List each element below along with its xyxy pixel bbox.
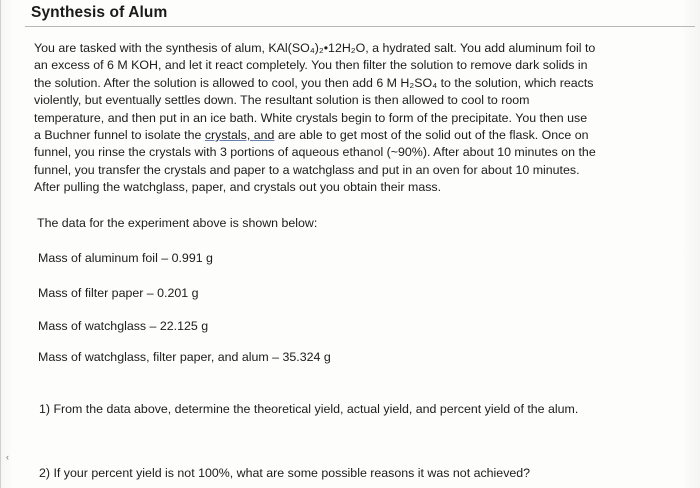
paragraph-line: After pulling the watchglass, paper, and crystals out you obtain their mass. xyxy=(34,180,442,195)
paragraph-line: temperature, and then put in an ice bath. White crystals begin to form of the precipitate. You then use xyxy=(34,110,588,125)
paragraph-line: funnel, you transfer the crystals and paper to a watchglass and put in an oven for about 10 minutes. xyxy=(34,162,580,177)
underlined-phrase: crystals, and xyxy=(204,128,275,143)
paragraph-line: You are tasked with the synthesis of alum, KAl(SO₄)₂•12H₂O, a hydrated salt. You add aluminum foil to xyxy=(34,41,596,55)
paragraph-line-end: are able to get most of the solid out of the flask. Once on xyxy=(274,128,589,143)
problem-paragraph xyxy=(34,40,634,197)
data-item-aluminum-foil: Mass of aluminum foil – 0.991 g xyxy=(38,251,213,265)
data-item-watchglass: Mass of watchglass – 22.125 g xyxy=(38,319,209,333)
paragraph-line: violently, but eventually settles down. The resultant solution is then allowed to cool to room xyxy=(34,93,530,108)
data-intro: The data for the experiment above is shown below: xyxy=(37,216,318,230)
paragraph-line-start: a Buchner funnel to isolate the xyxy=(34,128,205,143)
question-2: 2) If your percent yield is not 100%, what are some possible reasons it was not achieved? xyxy=(39,466,531,480)
page-title: Synthesis of Alum xyxy=(31,4,168,21)
data-item-filter-paper: Mass of filter paper – 0.201 g xyxy=(38,286,199,300)
paragraph-line: the solution. After the solution is allowed to cool, you then add 6 M H₂SO₄ to the solution, which reacts xyxy=(34,75,594,90)
title-divider xyxy=(25,26,695,27)
paragraph-line xyxy=(34,127,634,144)
data-item-total-mass: Mass of watchglass, filter paper, and alum – 35.324 g xyxy=(38,350,331,364)
margin-mark: ‹ xyxy=(6,452,9,462)
paragraph-line: an excess of 6 M KOH, and let it react completely. You then filter the solution to remove dark solids in xyxy=(34,58,588,73)
paragraph-line: funnel, you rinse the crystals with 3 portions of aqueous ethanol (~90%). After about 10 minutes on the xyxy=(34,145,596,160)
question-1: 1) From the data above, determine the theoretical yield, actual yield, and percent yield of the alum. xyxy=(39,402,579,416)
